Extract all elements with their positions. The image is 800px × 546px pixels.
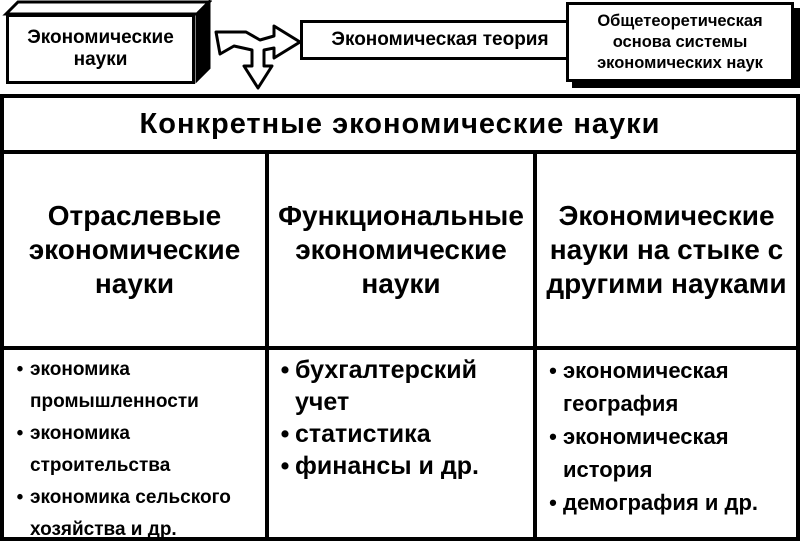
list-item [543,486,790,519]
item-list [4,350,265,546]
list-item [275,418,527,450]
list-item [10,354,259,418]
column-sectoral [4,154,269,540]
item-text: экономика промышленности [30,359,199,412]
item-text: экономика строительства [30,423,171,476]
column-functional [269,154,537,537]
item-text: бухгалтерский учет [295,356,477,416]
column-interdisciplinary [537,154,796,537]
item-text: экономическая история [563,424,729,482]
list-item [543,354,790,420]
bullet-icon: • [549,490,557,515]
column-heading: Экономические науки на стыке с другими науками [537,154,796,350]
bullet-icon: • [280,420,290,448]
bullet-icon: • [16,487,24,508]
concrete-sciences-title: Конкретные экономические науки [4,98,796,154]
item-list [269,350,533,482]
column-heading: Отраслевые экономические науки [4,154,265,350]
bullet-icon: • [280,452,290,480]
economic-sciences-box [0,0,212,86]
bullet-icon: • [16,359,24,380]
list-item [10,418,259,482]
item-text: демография и др. [563,490,759,515]
economic-theory-box: Экономическая теория [300,20,580,60]
bullet-icon: • [549,358,557,383]
column-heading: Функциональные экономические науки [269,154,533,350]
bullet-icon: • [549,424,557,449]
item-list [537,350,796,519]
bullet-icon: • [280,356,290,384]
item-text: статистика [295,420,431,448]
branch-arrow-icon [214,14,304,94]
economic-sciences-label: Экономические науки [6,14,195,84]
item-text: экономическая география [563,358,729,416]
theoretical-basis-box: Общетеоретическая основа системы экономических наук [566,2,794,82]
bullet-icon: • [16,423,24,444]
list-item [275,450,527,482]
list-item [275,354,527,418]
item-text: финансы и др. [295,452,479,480]
concrete-sciences-table [0,94,800,541]
item-text: экономика сельского хозяйства и др. [30,487,231,540]
list-item [10,482,259,546]
list-item [543,420,790,486]
